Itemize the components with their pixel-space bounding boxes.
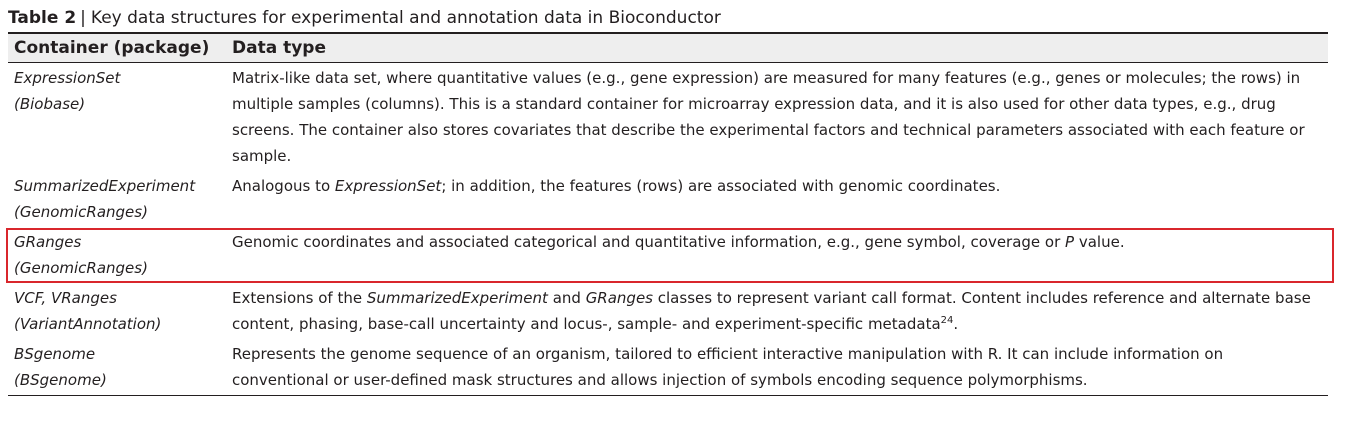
container-cell xyxy=(8,229,232,281)
data-type-text-end: ; in addition, the features (rows) are associated with genomic coordinates. xyxy=(441,177,1001,195)
package-name: (VariantAnnotation) xyxy=(14,315,162,333)
table-row xyxy=(8,283,1328,339)
data-type-cell xyxy=(232,341,1328,393)
container-cell xyxy=(8,341,232,393)
caption-separator: | xyxy=(80,8,86,28)
container-name: BSgenome xyxy=(14,345,96,363)
container-cell xyxy=(8,65,232,169)
data-type-cell xyxy=(232,173,1328,225)
table-row xyxy=(8,171,1328,227)
data-type-text-end: . xyxy=(953,315,959,333)
container-name: GRanges xyxy=(14,233,82,251)
package-name: (Biobase) xyxy=(14,95,86,113)
data-type-text-3: classes to represent variant call format. Content includes reference and alternate base content, phasing, base-call uncertainty and locus-, sample- and experiment-specific metadata xyxy=(232,289,1311,333)
package-name: (GenomicRanges) xyxy=(14,259,148,277)
data-type-text: Analogous to xyxy=(232,177,335,195)
data-type-text-end: value. xyxy=(1074,233,1125,251)
table-caption xyxy=(8,6,1328,32)
data-type-cell xyxy=(232,229,1328,281)
data-type-italic: ExpressionSet xyxy=(334,177,442,195)
data-type-cell xyxy=(232,65,1328,169)
table-row-highlighted xyxy=(8,227,1328,283)
header-container: Container (package) xyxy=(14,38,210,58)
package-name: (GenomicRanges) xyxy=(14,203,148,221)
container-name: VCF, VRanges xyxy=(14,289,117,307)
reference-superscript: 24 xyxy=(940,315,954,326)
data-type-italic: P xyxy=(1065,233,1075,251)
package-name: (BSgenome) xyxy=(14,371,107,389)
data-type-cell xyxy=(232,285,1328,337)
header-data-type: Data type xyxy=(232,38,327,58)
container-name: SummarizedExperiment xyxy=(14,177,196,195)
table-bottom-rule xyxy=(8,395,1328,396)
table-figure xyxy=(8,6,1328,396)
data-type-text-2: and xyxy=(547,289,586,307)
container-name: ExpressionSet xyxy=(14,69,121,87)
data-type-italic-2: GRanges xyxy=(585,289,653,307)
data-type-italic-1: SummarizedExperiment xyxy=(366,289,548,307)
container-cell xyxy=(8,173,232,225)
table-header-row xyxy=(8,34,1328,63)
data-type-text: Represents the genome sequence of an organism, tailored to efficient interactive manipulation with R. It can include information on conventional or user-defined mask structures and allows injection of symbols encoding sequence polymorphisms. xyxy=(232,345,1228,389)
caption-label: Table 2 xyxy=(8,8,77,28)
table-row xyxy=(8,63,1328,171)
container-cell xyxy=(8,285,232,337)
data-type-text: Matrix-like data set, where quantitative values (e.g., gene expression) are measured for many features (e.g., genes or molecules; the rows) in multiple samples (columns). This is a standard container for microarray expression data, and it is also used for other data types, e.g., drug screens. The container also stores covariates that describe the experimental factors and technical parameters associated with each feature or sample. xyxy=(232,69,1310,165)
caption-text: Key data structures for experimental and annotation data in Bioconductor xyxy=(90,8,721,28)
table-row xyxy=(8,339,1328,395)
data-type-text: Genomic coordinates and associated categorical and quantitative information, e.g., gene symbol, coverage or xyxy=(232,233,1066,251)
data-type-text: Extensions of the xyxy=(232,289,367,307)
